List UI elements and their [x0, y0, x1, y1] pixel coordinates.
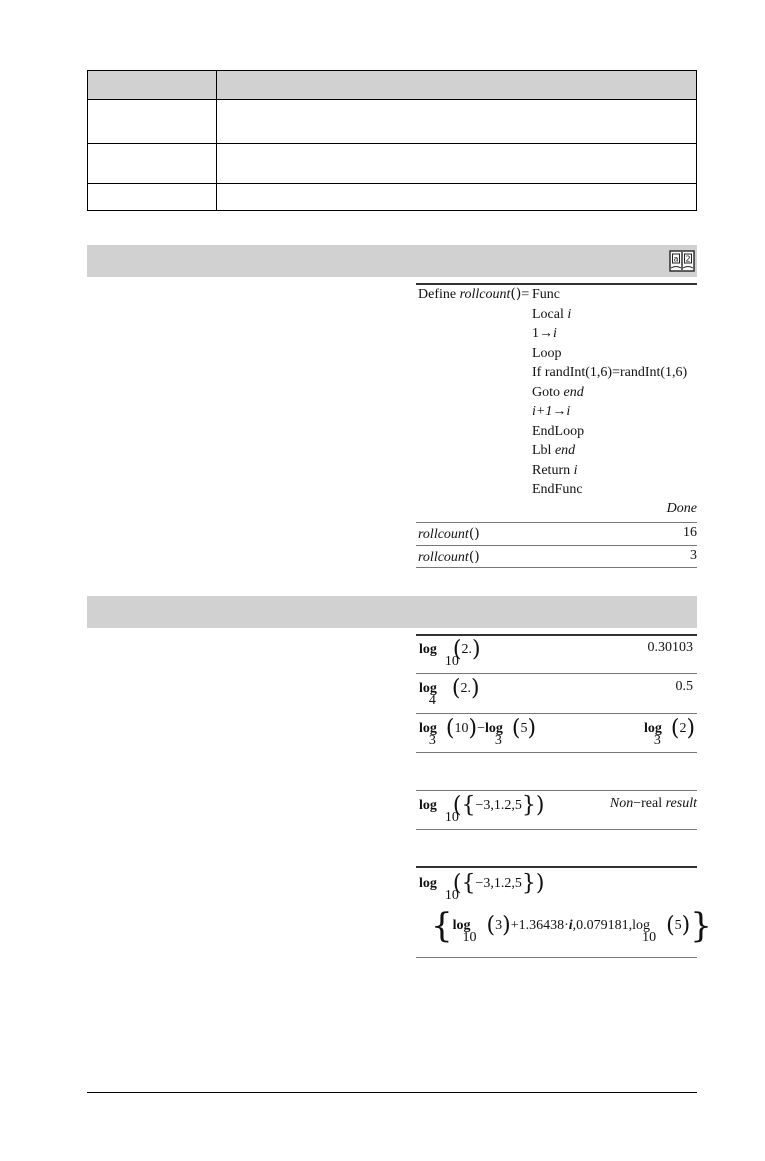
log-expression: log10({−3,1.2,5})	[419, 793, 545, 825]
footer-rule	[87, 1092, 697, 1093]
svg-text:a: a	[673, 254, 679, 264]
entry-divider	[416, 866, 697, 868]
table-column-divider	[216, 71, 217, 210]
entry-divider	[416, 634, 697, 636]
entry-divider	[416, 752, 697, 753]
log-result: {log10 (3)+1.36438·i,0.079181,log10 (5)}	[431, 906, 712, 946]
call-result: 3	[690, 548, 697, 563]
section-header-bar	[87, 596, 697, 628]
log-expression: log4 (2.)	[419, 676, 480, 708]
code-line: EndLoop	[532, 423, 585, 439]
parameter-table	[87, 70, 697, 211]
section-header-bar	[87, 245, 697, 277]
entry-divider	[416, 567, 697, 568]
entry-divider	[416, 790, 697, 791]
table-header-row	[88, 71, 696, 100]
define-line	[418, 285, 529, 305]
code-line: Lbl end	[532, 443, 576, 458]
entry-divider	[416, 713, 697, 714]
call-expression: rollcount()	[418, 549, 480, 565]
entry-divider	[416, 957, 697, 958]
code-line: 1→i	[532, 326, 557, 341]
log-result: 0.30103	[647, 640, 693, 655]
log-expression: log10({−3,1.2,5})	[419, 871, 545, 903]
log-expression: log10(2.)	[419, 637, 481, 669]
code-line: Loop	[532, 345, 562, 361]
log-expression: log3 (10)−log3 (5)	[419, 716, 537, 748]
code-line: EndFunc	[532, 482, 583, 497]
log-result: Non−real result	[609, 796, 697, 811]
log-result: 0.5	[675, 679, 693, 694]
entry-divider	[416, 522, 697, 523]
code-line: i+1→i	[532, 404, 571, 419]
table-row-divider	[88, 183, 696, 184]
log-result: log3 (2)	[644, 716, 696, 748]
code-line: If randInt(1,6)=randInt(1,6)	[532, 365, 688, 380]
entry-divider	[416, 673, 697, 674]
svg-text:2: 2	[685, 254, 691, 264]
empty-parens: ()	[510, 286, 522, 302]
entry-divider	[416, 829, 697, 830]
code-line: Goto end	[532, 384, 584, 400]
table-row-divider	[88, 143, 696, 144]
entry-divider	[416, 545, 697, 546]
code-line: Return i	[532, 462, 578, 478]
code-line: Local i	[532, 306, 572, 322]
call-result: 16	[683, 525, 697, 540]
catalog-book-icon	[669, 250, 695, 272]
call-expression: rollcount()	[418, 526, 480, 542]
define-result: Done	[666, 501, 697, 516]
code-line: Func	[532, 287, 560, 302]
define-keyword: Define	[418, 287, 460, 302]
function-name: rollcount	[459, 287, 511, 302]
assign-symbol: =	[521, 287, 530, 302]
